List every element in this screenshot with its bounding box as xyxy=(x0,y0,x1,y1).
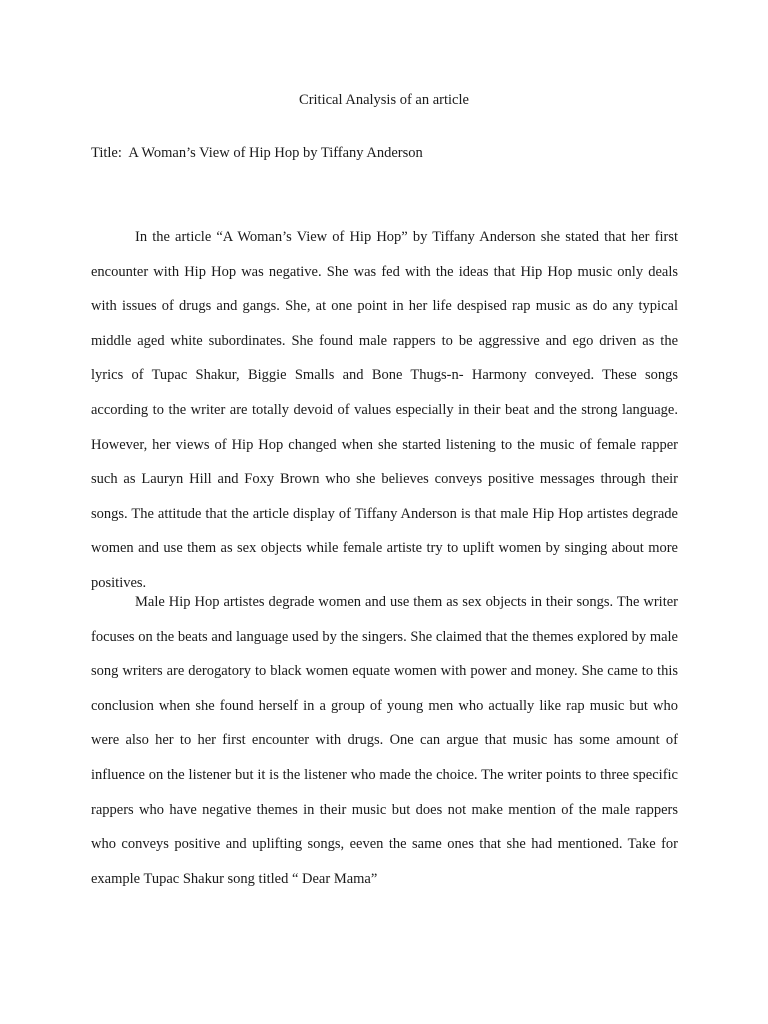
paragraph-1: In the article “A Woman’s View of Hip Hop” by Tiffany Anderson she stated that her first encounter with Hip Hop was negative. She was fed with the ideas that Hip Hop music only deals with issues of drugs and gangs. She, at one point in her life despised rap music as do any typical middle aged white subordinates. She found male rappers to be aggressive and ego driven as the lyrics of Tupac Shakur, Biggie Smalls and Bone Thugs-n- Harmony conveyed. These songs according to the writer are totally devoid of values especially in their beat and the strong language. However, her views of Hip Hop changed when she started listening to the music of female rapper such as Lauryn Hill and Foxy Brown who she believes conveys positive messages through their songs. The attitude that the article display of Tiffany Anderson is that male Hip Hop artistes degrade women and use them as sex objects while female artiste try to uplift women by singing about more positives. xyxy=(91,229,678,591)
paragraph-2: Male Hip Hop artistes degrade women and use them as sex objects in their songs. The writer focuses on the beats and language used by the singers. She claimed that the themes explored by male song writers are derogatory to black women equate women with power and money. She came to this conclusion when she found herself in a group of young men who actually like rap music but who were also her to her first encounter with drugs. One can argue that music has some amount of influence on the listener but it is the listener who made the choice. The writer points to three specific rappers who have negative themes in their music but does not make mention of the male rappers who conveys positive and uplifting songs, eeven the same ones that she had mentioned. Take for example Tupac Shakur song titled “ Dear Mama” xyxy=(91,594,678,887)
document-heading: Critical Analysis of an article xyxy=(299,92,469,108)
article-title-line: Title: A Woman’s View of Hip Hop by Tiffany Anderson xyxy=(91,145,423,161)
